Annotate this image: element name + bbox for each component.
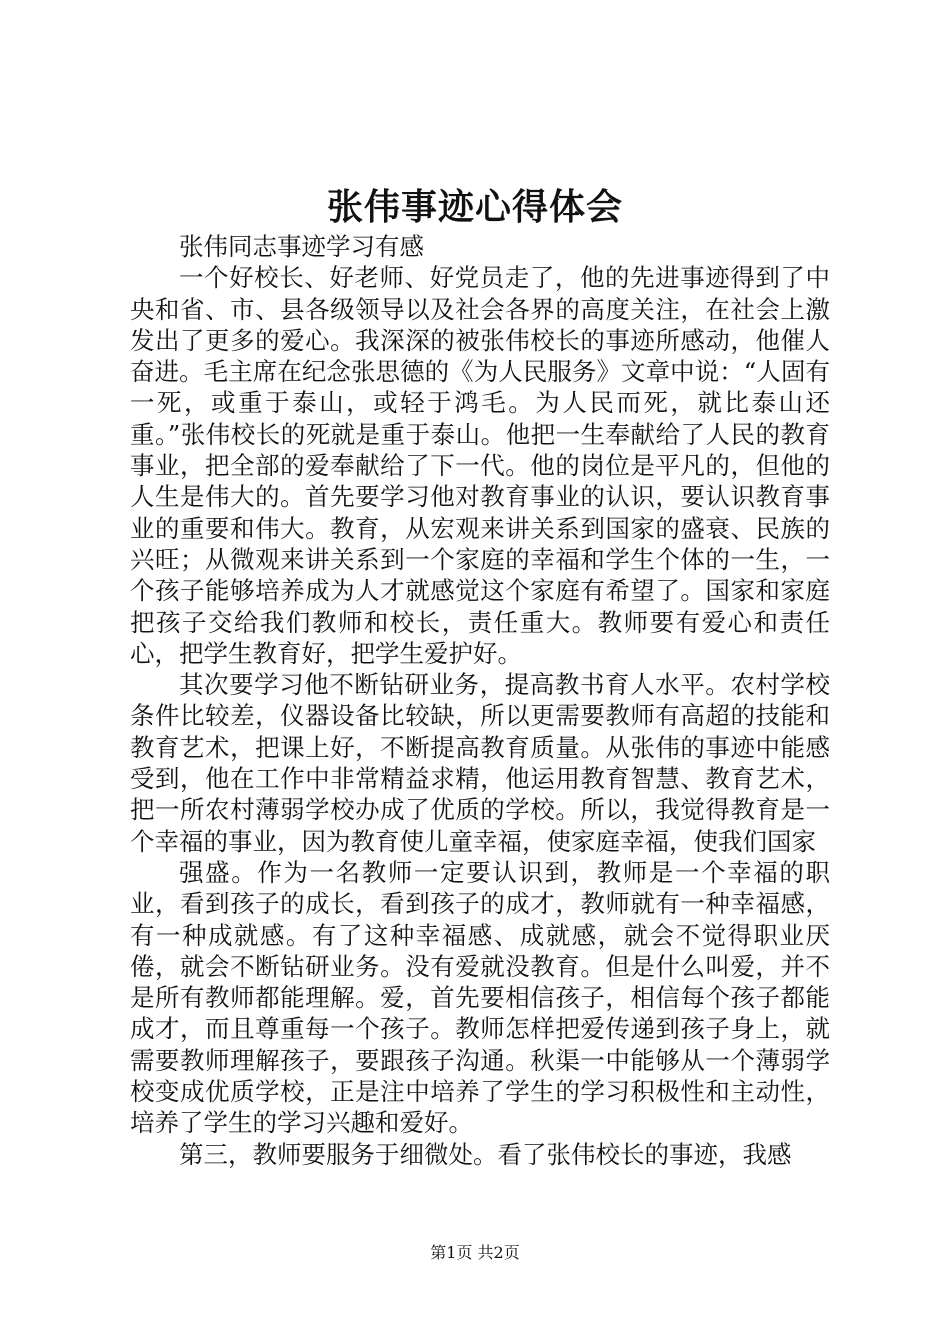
- paragraph-2: 其次要学习他不断钻研业务，提高教书育人水平。农村学校条件比较差，仪器设备比较缺，所以更需要教师有高超的技能和教育艺术，把课上好，不断提高教育质量。从张伟的事迹中能感受到，他在工作中非常精益求精，他运用教育智慧、教育艺术，把一所农村薄弱学校办成了优质的学校。所以，我觉得教育是一个幸福的事业，因为教育使儿童幸福，使家庭幸福，使我们国家: [130, 670, 830, 856]
- page-number-footer: 第1页 共2页: [430, 1243, 520, 1262]
- paragraph-subtitle: 张伟同志事迹学习有感: [179, 232, 424, 261]
- paragraph-3: 强盛。作为一名教师一定要认识到，教师是一个幸福的职业，看到孩子的成长，看到孩子的成才，教师就有一种幸福感，有一种成就感。有了这种幸福感、成就感，就会不觉得职业厌倦，就会不断钻研业务。没有爱就没教育。但是什么叫爱，并不是所有教师都能理解。爱，首先要相信孩子，相信每个孩子都能成才，而且尊重每一个孩子。教师怎样把爱传递到孩子身上，就需要教师理解孩子，要跟孩子沟通。秋渠一中能够从一个薄弱学校变成优质学校，正是注中培养了学生的学习积极性和主动性，培养了学生的学习兴趣和爱好。: [130, 857, 830, 1138]
- document-title: 张伟事迹心得体会: [326, 186, 623, 228]
- paragraph-1: 一个好校长、好老师、好党员走了，他的先进事迹得到了中央和省、市、县各级领导以及社会各界的高度关注，在社会上激发出了更多的爱心。我深深的被张伟校长的事迹所感动，他催人奋进。毛主席在纪念张思德的《为人民服务》文章中说：“人固有一死，或重于泰山，或轻于鸿毛。为人民而死，就比泰山还重。”张伟校长的死就是重于泰山。他把一生奉献给了人民的教育事业，把全部的爱奉献给了下一代。他的岗位是平凡的，但他的人生是伟大的。首先要学习他对教育事业的认识，要认识教育事业的重要和伟大。教育，从宏观来讲关系到国家的盛衰、民族的兴旺；从微观来讲关系到一个家庭的幸福和学生个体的一生，一个孩子能够培养成为人才就感觉这个家庭有希望了。国家和家庭把孩子交给我们教师和校长，责任重大。教师要有爱心和责任心，把学生教育好，把学生爱护好。: [130, 263, 830, 668]
- paragraph-4: 第三，教师要服务于细微处。看了张伟校长的事迹，我感: [179, 1139, 792, 1169]
- document-body: [130, 231, 830, 1170]
